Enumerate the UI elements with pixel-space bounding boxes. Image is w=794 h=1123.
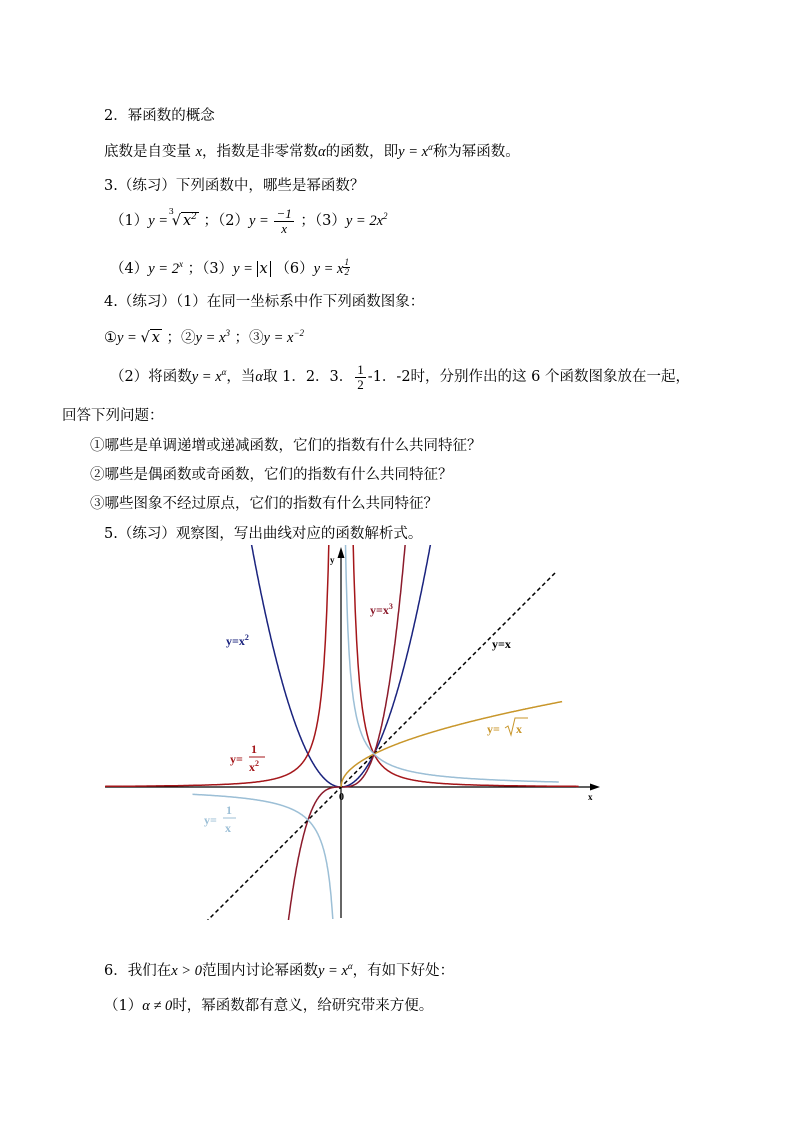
cube-root: 3 √ $x^2$ — [168, 207, 197, 229]
sec4-question-2: ②哪些是偶函数或奇函数，它们的指数有什么共同特征？ — [90, 467, 453, 483]
sec4-title: 4.（练习）（1）在同一坐标系中作下列函数图象： — [104, 294, 425, 310]
y-axis-label: y — [330, 555, 335, 565]
label-inverse — [204, 803, 236, 835]
sec6-point-1: （1）α ≠ 0时，幂函数都有意义，给研究带来方便。 — [104, 998, 434, 1014]
svg-text:y=: y= — [230, 752, 243, 766]
curve-sqrt — [341, 702, 562, 787]
sec2-definition: 底数是自变量 x，指数是非零常数α的函数，即$y = x^\alpha$称为幂函数。 — [104, 142, 520, 160]
sec4-question-3: ③哪些图象不经过原点，它们的指数有什么共同特征？ — [90, 496, 438, 512]
svg-text:x2: $x^2$ — [249, 759, 259, 774]
curve-inverse-left — [193, 794, 333, 919]
svg-text:1: 1 — [251, 742, 257, 756]
label-sqrt — [487, 718, 528, 736]
sec4-part2: （2）将函数$y = x^\alpha$，当α取 1．2．3． $\frac{1}{2}$ -1．-2时，分别作出的这 6 个函数图象放在一起， — [110, 361, 690, 392]
sec4-part2-cont: 回答下列问题： — [62, 408, 164, 424]
svg-text:x: x — [516, 722, 522, 736]
label-inverse-square — [230, 742, 265, 774]
svg-text:y=: y= — [204, 813, 217, 827]
origin-label: 0 — [339, 792, 344, 803]
label-x-squared: $y=x^2$ — [226, 633, 249, 648]
sec3-row2: $(4)y = 2^x$ ；（3）y = x （6）y = x $\frac{1}{2}$ — [110, 257, 349, 277]
fraction: $\frac{-1}{x}$ — [276, 205, 292, 236]
x-axis-arrow — [590, 784, 600, 791]
y-axis-arrow — [338, 547, 345, 558]
svg-text:1: 1 — [226, 803, 232, 817]
sec4-functions: ①y = √ x ；②y = $x^3$ ；③y = $x^{-2}$ — [104, 328, 305, 346]
label-x-cubed: $y=x^3$ — [370, 602, 393, 617]
sec3-title: 3.（练习）下列函数中，哪些是幂函数？ — [104, 178, 365, 194]
sec3-row1: （1）y = 3 √ $x^2$ ；（2）y = $\frac{-1}{x}$ ；$(3)y = 2x^2$ — [110, 205, 388, 236]
sec6-title: 6．我们在x > 0范围内讨论幂函数$y = x^\alpha$，有如下好处： — [104, 961, 455, 979]
svg-text:x: x — [225, 821, 231, 835]
sec5-title: 5.（练习）观察图，写出曲线对应的函数解析式。 — [104, 526, 423, 542]
sec2-title: 2．幂函数的概念 — [104, 108, 215, 124]
x-axis-label: x — [588, 792, 593, 802]
curve-identity — [176, 573, 556, 953]
exponent-fraction: $\frac{1}{2}$ — [344, 257, 349, 277]
sec4-question-1: ①哪些是单调递增或递减函数，它们的指数有什么共同特征？ — [90, 438, 482, 454]
svg-text:y=: y= — [487, 722, 500, 736]
label-identity: y=x — [492, 637, 511, 651]
